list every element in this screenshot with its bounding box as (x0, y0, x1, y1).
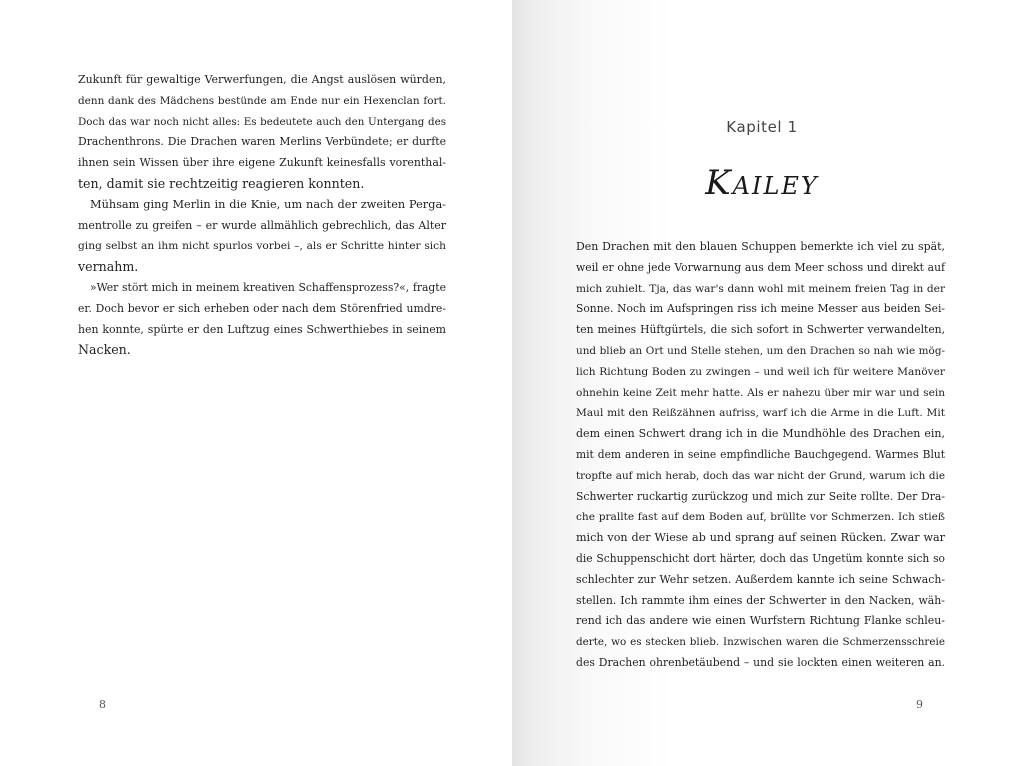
right-page-body (576, 237, 945, 674)
body-line: che prallte fast auf dem Boden auf, brüllte vor Schmerzen. Ich stieß (576, 511, 945, 524)
body-line: ohnehin keine Zeit mehr hatte. Als er nahezu über mir war und sein (576, 386, 945, 399)
body-line: rend ich das andere wie einen Wurfstern Richtung Flanke schleu- (576, 614, 945, 628)
body-line: mich zuhielt. Tja, das war's dann wohl mit meinem freien Tag in der (576, 282, 945, 295)
body-line: Doch das war noch nicht alles: Es bedeutete auch den Untergang des (78, 115, 446, 128)
body-line: derte, wo es stecken blieb. Inzwischen waren die Schmerzensschreie (576, 636, 945, 649)
body-line: Drachenthrons. Die Drachen waren Merlins Verbündete; er durfte (78, 135, 446, 149)
body-line: »Wer stört mich in meinem kreativen Schaffensprozess?«, fragte (90, 280, 446, 294)
body-line: ten meines Hüftgürtels, die sich sofort in Schwerter verwandelten, (576, 323, 945, 337)
body-line: mentrolle zu greifen – er wurde allmählich gebrechlich, das Alter (78, 218, 446, 232)
body-line: Sonne. Noch im Aufspringen riss ich meine Messer aus beiden Sei- (576, 302, 945, 316)
body-line: mit dem anderen in seine empfindliche Bauchgegend. Warmes Blut (576, 447, 945, 461)
page-number-right: 9 (916, 698, 923, 711)
body-line: er. Doch bevor er sich erheben oder nach dem Störenfried umdre- (78, 301, 446, 315)
chapter-label: Kapitel 1 (726, 118, 798, 136)
body-line: Mühsam ging Merlin in die Knie, um nach der zweiten Perga- (90, 197, 446, 211)
body-line: vernahm. (78, 259, 139, 275)
body-line: schlechter zur Wehr setzen. Außerdem kannte ich seine Schwach- (576, 572, 945, 586)
body-line: stellen. Ich rammte ihm eines der Schwerter in den Nacken, wäh- (576, 593, 945, 607)
body-line: ihnen sein Wissen über ihre eigene Zukunft keinesfalls vorenthal- (78, 156, 446, 170)
body-line: ten, damit sie rechtzeitig reagieren konnten. (78, 175, 365, 191)
body-line: Nacken. (78, 342, 131, 358)
body-line: weil er ohne jede Vorwarnung aus dem Meer schoss und direkt auf (576, 260, 945, 274)
body-line: hen konnte, spürte er den Luftzug eines Schwerthiebes in seinem (78, 322, 446, 336)
body-line: mich von der Wiese ab und sprang auf seinen Rücken. Zwar war (576, 531, 945, 545)
body-line: lich Richtung Boden zu zwingen – und weil ich für weitere Manöver (576, 364, 945, 378)
body-line: denn dank des Mädchens bestünde am Ende nur ein Hexenclan fort. (78, 94, 446, 107)
left-page-body (78, 70, 446, 361)
body-line: Maul mit den Reißzähnen aufriss, warf ich die Arme in die Luft. Mit (576, 407, 945, 420)
body-line: die Schuppenschicht dort härter, doch das Ungetüm konnte sich so (576, 551, 945, 565)
body-line: und blieb an Ort und Stelle stehen, um den Drachen so nah wie mög- (576, 344, 945, 357)
right-page (512, 0, 1020, 766)
body-line: Schwerter ruckartig zurückzog und mich zur Seite rollte. Der Dra- (576, 489, 945, 503)
body-line: des Drachen ohrenbetäubend – und sie lockten einen weiteren an. (576, 655, 945, 669)
body-line: ging selbst an ihm nicht spurlos vorbei –, als er Schritte hinter sich (78, 239, 446, 253)
body-line: Zukunft für gewaltige Verwerfungen, die Angst auslösen würden, (78, 73, 446, 86)
page-number-left: 8 (99, 698, 106, 711)
chapter-title: Kailey (705, 163, 819, 203)
body-line: dem einen Schwert drang ich in die Mundhöhle des Drachen ein, (576, 427, 945, 441)
body-line: tropfte auf mich herab, doch das war nicht der Grund, warum ich die (576, 469, 945, 482)
body-line: Den Drachen mit den blauen Schuppen bemerkte ich viel zu spät, (576, 240, 945, 253)
